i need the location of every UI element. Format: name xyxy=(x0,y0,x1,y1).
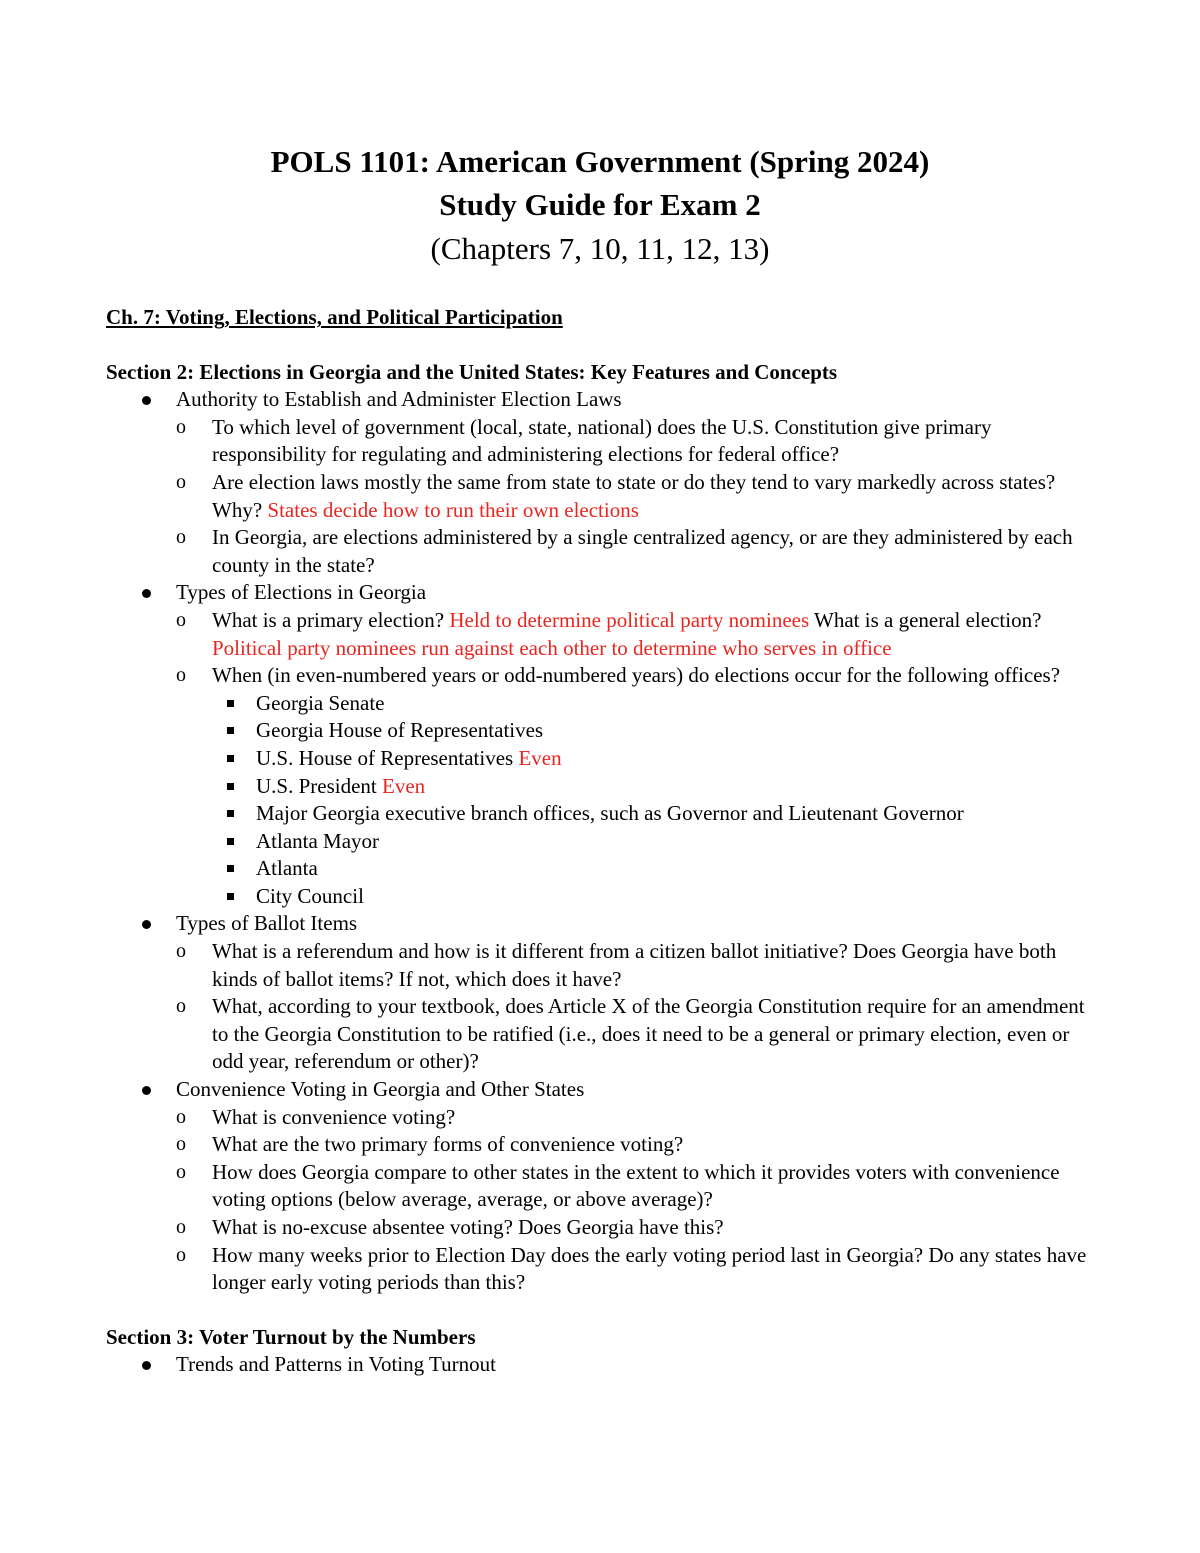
square-bullet-icon xyxy=(227,838,234,845)
list-item: o To which level of government (local, state, national) does the U.S. Constitution give primary responsibility for regulating and administering elections for federal office? xyxy=(176,414,992,467)
list-item: o How many weeks prior to Election Day does the early voting period last in Georgia? Do any states have longer early voting periods than this? xyxy=(176,1242,1087,1295)
list-item: o What is convenience voting? xyxy=(106,1104,1106,1132)
circle-bullet-icon: o xyxy=(176,1160,186,1183)
list-item: Types of Elections in Georgia o What is a primary election? Held to determine political party nominees What is a general election? Political party nominees run against each other to determine who serves in office o When (in even-numbered years or odd-numbered years) do elections occur for the following offices? Georgia Senate Georgia House of Representatives U.S. House of Representatives Even U.S. President Even Major Georgia executive branch offices, such as Governor and Lieutenant Governor Atlanta Mayor Atlanta City Council xyxy=(106,579,1106,910)
section-3-list xyxy=(106,1351,1106,1379)
bullet-icon xyxy=(142,1361,151,1370)
answer-text: Even xyxy=(518,745,562,770)
list-item: Authority to Establish and Administer Election Laws o To which level of government (local, state, national) does the U.S. Constitution give primary responsibility for regulating and administering elections for federal office? o Are election laws mostly the same from state to state or do they tend to vary markedly across states? Why? States decide how to run their own elections o In Georgia, are elections administered by a single centralized agency, or are they administered by each county in the state? xyxy=(106,386,1106,579)
answer-text: Even xyxy=(382,773,426,798)
list-item: o How does Georgia compare to other states in the extent to which it provides voters with convenience voting options (below average, average, or above average)? xyxy=(176,1159,1060,1212)
list-item: o What is no-excuse absentee voting? Does Georgia have this? xyxy=(106,1214,1106,1242)
answer-text: Held to determine political party nominees xyxy=(449,607,810,632)
list-item: o Are election laws mostly the same from state to state or do they tend to vary markedly across states? Why? States decide how to run their own elections xyxy=(176,469,1056,522)
list-item: Atlanta xyxy=(106,855,1106,883)
chapter-heading: Ch. 7: Voting, Elections, and Political Participation xyxy=(106,305,563,329)
circle-bullet-icon: o xyxy=(176,415,186,438)
list-item: U.S. House of Representatives Even xyxy=(106,745,1106,773)
list-item: o What, according to your textbook, does Article X of the Georgia Constitution require for an amendment to the Georgia Constitution to be ratified (i.e., does it need to be a general or primary election, even or odd year, referendum or other)? xyxy=(176,994,1085,1074)
square-bullet-icon xyxy=(227,893,234,900)
list-item: Atlanta Mayor xyxy=(106,828,1106,856)
list-item: o When (in even-numbered years or odd-numbered years) do elections occur for the following offices? Georgia Senate Georgia House of Representatives U.S. House of Representatives Even U.S. President Even Major Georgia executive branch offices, such as Governor and Lieutenant Governor Atlanta Mayor Atlanta City Council xyxy=(106,662,1106,910)
list-item: Convenience Voting in Georgia and Other States o What is convenience voting? o What are the two primary forms of convenience voting? o How does Georgia compare to other states in the extent to which it provides voters with convenience voting options (below average, average, or above average)? o What is no-excuse absentee voting? Does Georgia have this? o How many weeks prior to Election Day does the early voting period last in Georgia? Do any states have longer early voting periods than this? xyxy=(106,1076,1106,1297)
circle-bullet-icon: o xyxy=(176,1133,186,1156)
circle-bullet-icon: o xyxy=(176,1105,186,1128)
list-item: Trends and Patterns in Voting Turnout xyxy=(106,1351,1106,1379)
square-bullet-icon xyxy=(227,727,234,734)
course-title: POLS 1101: American Government (Spring 2024) xyxy=(270,144,930,179)
section-2-list xyxy=(106,386,1106,1297)
circle-bullet-icon: o xyxy=(176,995,186,1018)
section-3-heading: Section 3: Voter Turnout by the Numbers xyxy=(106,1324,476,1349)
circle-bullet-icon: o xyxy=(176,608,186,631)
circle-bullet-icon: o xyxy=(176,664,186,687)
bullet-icon xyxy=(142,589,151,598)
list-item: o What is a primary election? Held to determine political party nominees What is a general election? Political party nominees run against each other to determine who serves in office xyxy=(176,607,1042,660)
circle-bullet-icon: o xyxy=(176,940,186,963)
bullet-icon xyxy=(142,1086,151,1095)
circle-bullet-icon: o xyxy=(176,526,186,549)
answer-text: States decide how to run their own elections xyxy=(267,497,639,522)
square-bullet-icon xyxy=(227,700,234,707)
bullet-icon xyxy=(142,396,151,405)
guide-content xyxy=(106,304,1106,1379)
answer-text: Political party nominees run against each other to determine who serves in office xyxy=(212,635,892,660)
list-item: Georgia Senate xyxy=(106,690,1106,718)
list-item: Georgia House of Representatives xyxy=(106,717,1106,745)
list-item: Types of Ballot Items o What is a referendum and how is it different from a citizen ballot initiative? Does Georgia have both kinds of ballot items? If not, which does it have? o What, according to your textbook, does Article X of the Georgia Constitution require for an amendment to the Georgia Constitution to be ratified (i.e., does it need to be a general or primary election, even or odd year, referendum or other)? xyxy=(106,910,1106,1076)
list-item: o In Georgia, are elections administered by a single centralized agency, or are they administered by each county in the state? xyxy=(176,525,1073,577)
square-bullet-icon xyxy=(227,810,234,817)
square-bullet-icon xyxy=(227,865,234,872)
square-bullet-icon xyxy=(227,783,234,790)
title-block xyxy=(0,140,1200,272)
bullet-icon xyxy=(142,920,151,929)
square-bullet-icon xyxy=(227,755,234,762)
guide-title: Study Guide for Exam 2 xyxy=(439,187,761,222)
list-item: U.S. President Even xyxy=(106,773,1106,801)
chapters-subtitle: (Chapters 7, 10, 11, 12, 13) xyxy=(430,231,770,266)
list-item: o What is a referendum and how is it different from a citizen ballot initiative? Does Georgia have both kinds of ballot items? If not, which does it have? xyxy=(176,939,1057,991)
section-2-heading: Section 2: Elections in Georgia and the United States: Key Features and Concepts xyxy=(106,359,838,384)
circle-bullet-icon: o xyxy=(176,470,186,493)
circle-bullet-icon: o xyxy=(176,1243,186,1266)
list-item: o What are the two primary forms of convenience voting? xyxy=(106,1131,1106,1159)
circle-bullet-icon: o xyxy=(176,1216,186,1238)
list-item: City Council xyxy=(106,883,1106,911)
list-item: Major Georgia executive branch offices, such as Governor and Lieutenant Governor xyxy=(106,800,1106,828)
